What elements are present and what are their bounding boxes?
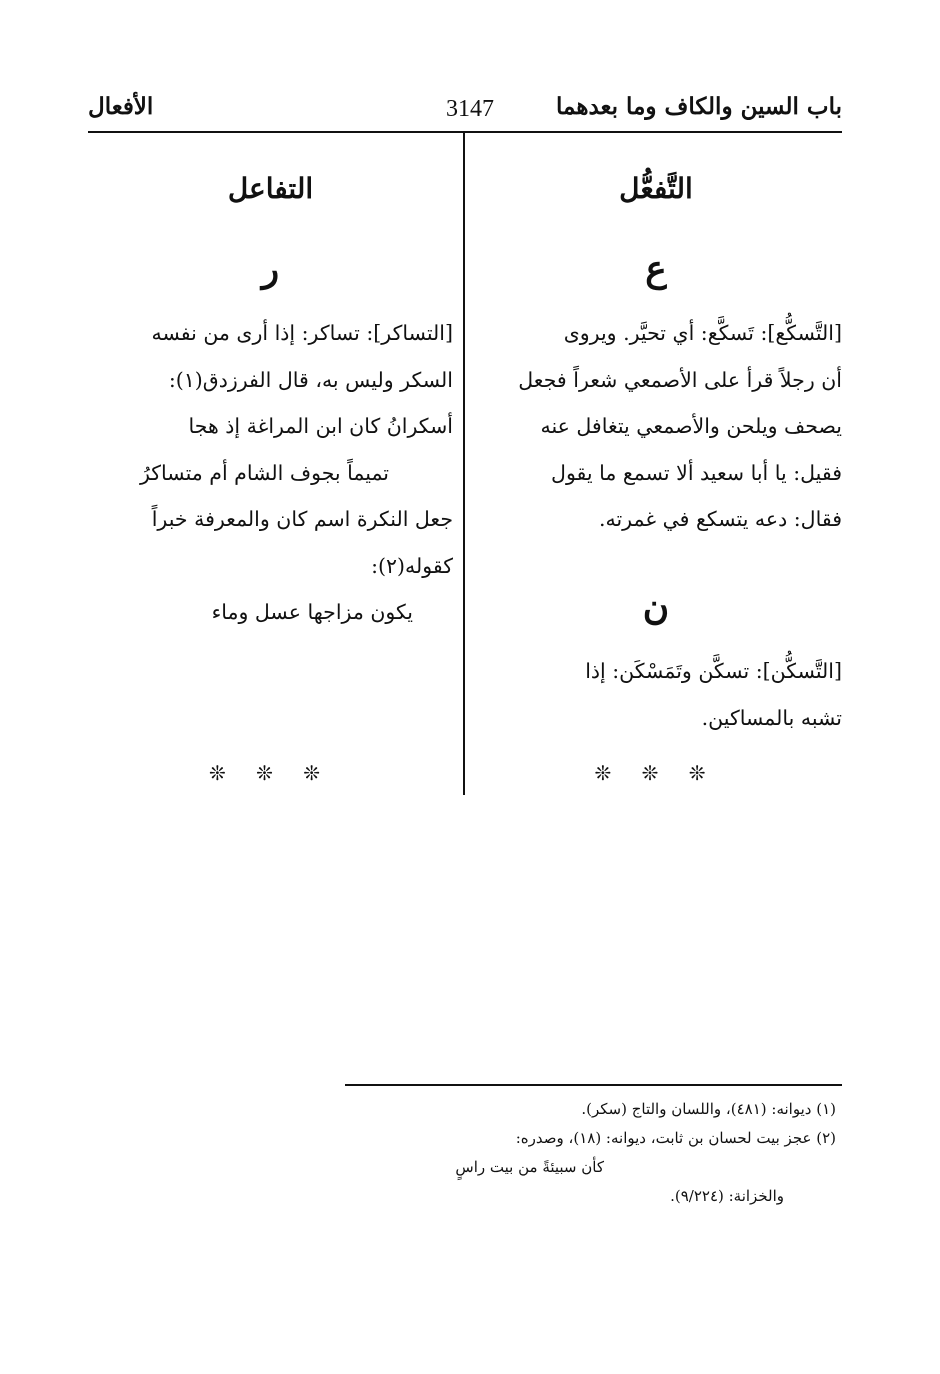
right-section1-text <box>470 310 842 543</box>
footnotes <box>339 1095 836 1211</box>
left-section-separator: ❊ ❊ ❊ <box>209 761 332 785</box>
left-column-title: التفاعل <box>227 172 314 205</box>
footnote-2: (٢) عجز بيت لحسان بن ثابت، ديوانه: (١٨)، وصدره: <box>515 1129 836 1147</box>
right-column-title: التَّفعُّل <box>619 172 693 205</box>
verse-first-hemistich: أسكرانُ كان ابن المراغة إذ هجا <box>188 414 453 438</box>
right-section1-line: فقال: دعه يتسكع في غمرته. <box>598 507 842 531</box>
right-section2-line: [التَّسكُّن]: تسكَّن وتَمَسْكَن: إذا <box>585 659 842 683</box>
footnote-2-verse: كأن سبيئةً من بيت راسٍ <box>455 1158 604 1176</box>
header-rule <box>88 131 842 133</box>
right-section1-line: فقيل: يا أبا سعيد ألا تسمع ما يقول <box>551 460 842 485</box>
right-section-letter-nun: ن <box>642 586 670 628</box>
left-section-line: السكر وليس به، قال الفرزدق(١): <box>168 367 453 392</box>
left-section-line: جعل النكرة اسم كان والمعرفة خبراً <box>151 507 453 531</box>
header-right-title: باب السين والكاف وما بعدهما <box>556 93 842 120</box>
right-section1-line: يصحف ويلحن والأصمعي يتغافل عنه <box>540 414 842 438</box>
footnote-1: (١) ديوانه: (٤٨١)، واللسان والتاج (سكر). <box>581 1100 836 1118</box>
column-divider <box>463 133 465 795</box>
right-section-letter-ain: ع <box>645 248 667 290</box>
right-section1-line: [التَّسكُّع]: تَسكَّع: أي تحيَّر. ويروى <box>563 321 842 345</box>
right-section1-line: أن رجلاً قرأ على الأصمعي شعراً فجعل <box>518 367 842 392</box>
footnote-rule <box>345 1084 842 1086</box>
right-section2-line: تشبه بالمساكين. <box>701 705 842 730</box>
page-number: 3147 <box>446 96 494 122</box>
right-section-separator: ❊ ❊ ❊ <box>594 761 718 785</box>
left-section-text <box>88 310 453 636</box>
header-left-title: الأفعال <box>88 93 154 120</box>
footnote-2-end: والخزانة: (٩/٢٢٤). <box>670 1187 784 1205</box>
verse-second-hemistich: تميماً بجوف الشام أم متساكرُ <box>139 460 389 485</box>
left-section-line: [التساكر]: تساكر: إذا أرى من نفسه <box>151 321 453 345</box>
left-section-letter-ra: ر <box>261 248 280 290</box>
quoted-verse: يكون مزاجها عسل وماء <box>211 600 413 624</box>
left-section-line: كقوله(٢): <box>371 553 453 578</box>
right-section2-text <box>470 648 842 741</box>
